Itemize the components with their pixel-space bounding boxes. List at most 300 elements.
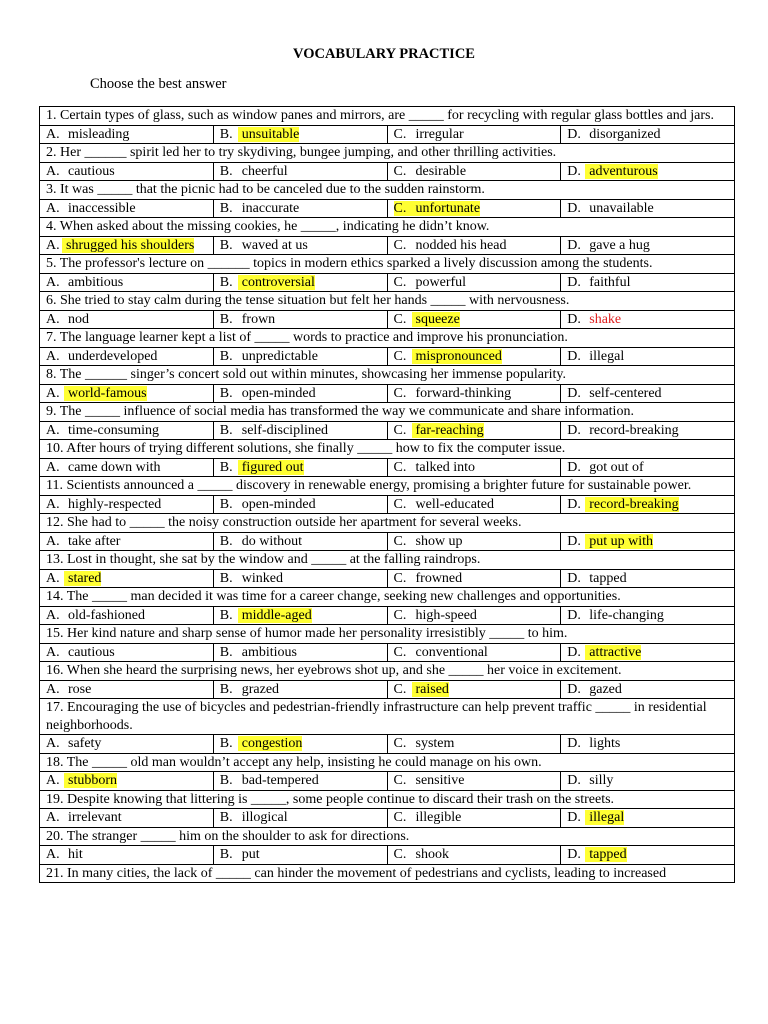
answer-option[interactable] (561, 273, 735, 292)
option-letter: A. (46, 773, 60, 788)
answer-option[interactable] (213, 458, 387, 477)
option-text: self-centered (589, 385, 662, 401)
option-letter: C. (393, 496, 407, 512)
option-letter: D. (567, 496, 581, 512)
option-text: time-consuming (68, 422, 159, 438)
option-letter: C. (393, 681, 407, 697)
option-text: old-fashioned (68, 607, 145, 623)
question-row (40, 366, 735, 385)
answer-highlight (64, 773, 117, 788)
option-letter: B. (219, 237, 233, 253)
selected-answer-text: stared (68, 570, 102, 586)
question-text: 16. When she heard the surprising news, her eyebrows shot up, and she _____ her voice in excitement. (40, 662, 735, 681)
answer-option[interactable] (40, 606, 214, 625)
answer-option[interactable] (213, 199, 387, 218)
option-letter: A. (46, 126, 60, 142)
option-letter: A. (46, 681, 60, 697)
question-text: 12. She had to _____ the noisy construction outside her apartment for several weeks. (40, 514, 735, 533)
answer-highlight (238, 608, 312, 623)
option-letter: A. (46, 847, 60, 862)
selected-answer-text: middle-aged (241, 607, 312, 623)
question-text: 18. The _____ old man wouldn’t accept any help, insisting he could manage on his own. (40, 753, 735, 772)
answer-option[interactable] (40, 273, 214, 292)
option-text: well-educated (415, 496, 495, 512)
answer-highlight (238, 127, 300, 142)
option-text: winked (241, 570, 283, 586)
option-letter: B. (219, 385, 233, 401)
option-letter: C. (393, 533, 407, 549)
answer-highlight (238, 460, 304, 475)
answer-option[interactable] (561, 809, 735, 828)
answer-option[interactable] (213, 846, 387, 865)
options-row (40, 384, 735, 403)
answer-option[interactable] (213, 384, 387, 403)
option-letter: B. (219, 570, 233, 586)
options-row (40, 809, 735, 828)
selected-answer-text: attractive (589, 644, 642, 660)
answer-option[interactable] (40, 421, 214, 440)
option-letter: B. (219, 533, 233, 549)
option-text: inaccurate (241, 200, 300, 216)
answer-option[interactable] (561, 680, 735, 699)
options-row (40, 643, 735, 662)
answer-highlight (238, 736, 303, 751)
option-letter: B. (219, 163, 233, 179)
option-letter: C. (393, 422, 407, 438)
option-letter: C. (393, 810, 407, 825)
answer-option[interactable] (561, 236, 735, 255)
answer-option[interactable] (40, 809, 214, 828)
answer-option[interactable] (213, 680, 387, 699)
question-text: 20. The stranger _____ him on the shoulder to ask for directions. (40, 827, 735, 846)
answer-option[interactable] (387, 458, 561, 477)
answer-option[interactable] (387, 772, 561, 791)
answer-option[interactable] (40, 310, 214, 329)
options-row (40, 347, 735, 366)
option-letter: D. (567, 385, 581, 401)
option-letter: D. (567, 773, 581, 788)
selected-answer-text: figured out (241, 459, 304, 475)
answer-option[interactable] (387, 680, 561, 699)
answer-option[interactable] (561, 735, 735, 754)
selected-answer-text: far-reaching (415, 422, 484, 438)
option-letter: B. (219, 126, 233, 142)
option-text: forward-thinking (415, 385, 512, 401)
answer-highlight (585, 645, 641, 660)
option-text: bad-tempered (241, 773, 319, 788)
answer-option[interactable] (561, 421, 735, 440)
option-text: cautious (68, 163, 115, 179)
options-row (40, 532, 735, 551)
option-letter: B. (219, 736, 233, 751)
answer-option[interactable] (387, 735, 561, 754)
answer-option[interactable] (561, 772, 735, 791)
option-letter: A. (46, 533, 60, 549)
answer-option[interactable] (213, 809, 387, 828)
question-text: 21. In many cities, the lack of _____ can hinder the movement of pedestrians and cyclists, leading to increased (40, 864, 735, 883)
option-letter: B. (219, 422, 233, 438)
option-letter: C. (393, 644, 407, 660)
question-text: 10. After hours of trying different solutions, she finally _____ how to fix the computer issue. (40, 440, 735, 459)
option-text: nod (68, 311, 89, 327)
option-text: ambitious (241, 644, 297, 660)
option-text: inaccessible (68, 200, 136, 216)
answer-highlight (64, 386, 147, 401)
option-letter: C. (393, 736, 407, 751)
answer-option[interactable] (561, 643, 735, 662)
answer-option[interactable] (387, 310, 561, 329)
question-row (40, 292, 735, 311)
question-row (40, 753, 735, 772)
option-text: self-disciplined (241, 422, 329, 438)
answer-option[interactable] (561, 495, 735, 514)
question-row (40, 181, 735, 200)
answer-option[interactable] (40, 162, 214, 181)
answer-highlight (585, 534, 653, 549)
option-text: grazed (241, 681, 280, 697)
answer-highlight (412, 349, 502, 364)
answer-option[interactable] (561, 162, 735, 181)
question-row (40, 514, 735, 533)
option-text: cautious (68, 644, 115, 660)
answer-option[interactable] (387, 273, 561, 292)
option-text: high-speed (415, 607, 477, 623)
options-row (40, 273, 735, 292)
answer-option[interactable] (387, 495, 561, 514)
option-letter: D. (567, 163, 581, 179)
options-row (40, 569, 735, 588)
answer-highlight (585, 847, 626, 862)
question-text: 2. Her ______ spirit led her to try skydiving, bungee jumping, and other thrilling activities. (40, 144, 735, 163)
answer-option[interactable] (561, 347, 735, 366)
answer-option[interactable] (40, 236, 214, 255)
questions-table (39, 106, 735, 883)
question-row (40, 588, 735, 607)
option-text: hit (68, 847, 83, 862)
answer-option[interactable] (40, 680, 214, 699)
option-letter: D. (567, 810, 581, 825)
options-row (40, 421, 735, 440)
option-text: tapped (589, 570, 627, 586)
option-text: rose (68, 681, 92, 697)
question-row (40, 699, 735, 735)
option-letter: C. (393, 847, 407, 862)
question-text: 1. Certain types of glass, such as window panes and mirrors, are _____ for recycling with regular glass bottles and jars. (40, 107, 735, 126)
option-letter: A. (46, 200, 60, 216)
answer-option[interactable] (40, 199, 214, 218)
option-letter: A. (46, 736, 60, 751)
answer-option[interactable] (387, 846, 561, 865)
option-letter: C. (393, 459, 407, 475)
option-letter: D. (567, 681, 581, 697)
answer-highlight (585, 497, 678, 512)
answer-option[interactable] (387, 384, 561, 403)
question-text: 3. It was _____ that the picnic had to be canceled due to the sudden rainstorm. (40, 181, 735, 200)
option-letter: A. (46, 385, 60, 401)
answer-option[interactable] (387, 162, 561, 181)
answer-option[interactable] (40, 772, 214, 791)
answer-option[interactable] (40, 532, 214, 551)
answer-option[interactable] (387, 125, 561, 144)
answer-option[interactable] (561, 458, 735, 477)
options-row (40, 846, 735, 865)
option-letter: C. (393, 311, 407, 327)
answer-option[interactable] (213, 236, 387, 255)
answer-option[interactable] (213, 735, 387, 754)
question-row (40, 329, 735, 348)
question-row (40, 477, 735, 496)
option-letter: B. (219, 644, 233, 660)
option-letter: D. (567, 459, 581, 475)
answer-highlight (64, 571, 101, 586)
question-row (40, 403, 735, 422)
option-text: talked into (415, 459, 475, 475)
question-row (40, 440, 735, 459)
option-text: open-minded (241, 385, 316, 401)
option-text: lights (589, 736, 621, 751)
question-text: 15. Her kind nature and sharp sense of humor made her personality irresistibly _____ to him. (40, 625, 735, 644)
answer-highlight (585, 164, 657, 179)
answer-option[interactable] (387, 199, 561, 218)
option-letter: D. (567, 533, 581, 549)
answer-option[interactable] (387, 421, 561, 440)
option-letter: D. (567, 644, 581, 660)
answer-option[interactable] (561, 125, 735, 144)
question-text: 9. The _____ influence of social media has transformed the way we communicate and share information. (40, 403, 735, 422)
option-letter: B. (219, 773, 233, 788)
option-letter: A. (46, 163, 60, 179)
option-text: faithful (589, 274, 631, 290)
option-text: open-minded (241, 496, 316, 512)
option-text: desirable (415, 163, 467, 179)
option-letter: C. (393, 163, 407, 179)
option-letter: C. (393, 570, 407, 586)
selected-answer-text: world-famous (68, 385, 147, 401)
option-letter: A. (46, 237, 60, 253)
option-letter: C. (393, 348, 407, 364)
answer-option[interactable] (213, 643, 387, 662)
question-text: 13. Lost in thought, she sat by the window and _____ at the falling raindrops. (40, 551, 735, 570)
options-row (40, 772, 735, 791)
answer-highlight (238, 275, 315, 290)
question-row (40, 790, 735, 809)
answer-option[interactable] (387, 809, 561, 828)
answer-option[interactable] (561, 606, 735, 625)
option-letter: D. (567, 570, 581, 586)
answer-option[interactable] (213, 772, 387, 791)
answer-option[interactable] (561, 199, 735, 218)
option-text: gazed (589, 681, 622, 697)
option-text: conventional (415, 644, 488, 660)
option-letter: C. (393, 274, 407, 290)
answer-option[interactable] (213, 310, 387, 329)
option-text: system (415, 736, 455, 751)
option-text: illogical (241, 810, 288, 825)
answer-highlight (412, 682, 449, 697)
answer-option[interactable] (561, 569, 735, 588)
option-text: powerful (415, 274, 467, 290)
option-letter: A. (46, 644, 60, 660)
option-text: cheerful (241, 163, 288, 179)
question-text: 6. She tried to stay calm during the tense situation but felt her hands _____ with nervousness. (40, 292, 735, 311)
option-text: life-changing (589, 607, 664, 623)
option-letter: C. (393, 607, 407, 623)
answer-option[interactable] (40, 495, 214, 514)
option-text: came down with (68, 459, 161, 475)
option-text: shake (589, 311, 622, 327)
option-text: underdeveloped (68, 348, 158, 364)
option-text: highly-respected (68, 496, 162, 512)
answer-option[interactable] (213, 495, 387, 514)
options-row (40, 162, 735, 181)
option-text: waved at us (241, 237, 308, 253)
option-letter: C. (393, 773, 407, 788)
option-letter: A. (46, 311, 60, 327)
instruction-text: Choose the best answer (90, 76, 227, 92)
answer-option[interactable] (213, 606, 387, 625)
answer-option[interactable] (40, 125, 214, 144)
option-text: got out of (589, 459, 644, 475)
question-row (40, 864, 735, 883)
answer-highlight (412, 423, 484, 438)
selected-answer-text: record-breaking (589, 496, 679, 512)
selected-answer-text: stubborn (68, 773, 117, 788)
selected-answer-text: controversial (241, 274, 315, 290)
options-row (40, 458, 735, 477)
answer-highlight (62, 238, 194, 253)
option-letter: D. (567, 348, 581, 364)
answer-option[interactable] (213, 347, 387, 366)
question-text: 11. Scientists announced a _____ discovery in renewable energy, promising a brighter future for sustainable power. (40, 477, 735, 496)
answer-option[interactable] (213, 421, 387, 440)
selected-answer-text: illegal (589, 810, 625, 825)
page-title: VOCABULARY PRACTICE (293, 46, 475, 62)
selected-answer-text: adventurous (589, 163, 658, 179)
option-letter: B. (219, 681, 233, 697)
option-letter: C. (393, 200, 407, 216)
question-row (40, 625, 735, 644)
answer-highlight (394, 201, 481, 216)
option-text: take after (68, 533, 121, 549)
answer-option[interactable] (40, 458, 214, 477)
option-letter: D. (567, 237, 581, 253)
options-row (40, 495, 735, 514)
answer-option[interactable] (40, 347, 214, 366)
option-text: illegal (589, 348, 625, 364)
answer-option[interactable] (561, 384, 735, 403)
option-text: shook (415, 847, 449, 862)
option-letter: D. (567, 274, 581, 290)
option-text: frown (241, 311, 276, 327)
option-text: ambitious (68, 274, 124, 290)
question-row (40, 255, 735, 274)
answer-option[interactable] (40, 846, 214, 865)
selected-answer-text: squeeze (415, 311, 460, 327)
answer-option[interactable] (561, 532, 735, 551)
option-letter: C. (393, 237, 407, 253)
option-text: do without (241, 533, 303, 549)
question-row (40, 107, 735, 126)
option-text: frowned (415, 570, 463, 586)
option-text: irrelevant (68, 810, 122, 825)
answer-option[interactable] (387, 643, 561, 662)
answer-option[interactable] (387, 236, 561, 255)
option-text: show up (415, 533, 463, 549)
question-text: 19. Despite knowing that littering is _____, some people continue to discard their trash on the streets. (40, 790, 735, 809)
option-letter: D. (567, 422, 581, 438)
option-letter: A. (46, 570, 60, 586)
answer-option[interactable] (213, 569, 387, 588)
answer-option[interactable] (213, 273, 387, 292)
selected-answer-text: raised (415, 681, 449, 697)
selected-answer-text: tapped (589, 847, 627, 862)
answer-option[interactable] (387, 532, 561, 551)
option-letter: A. (46, 810, 60, 825)
option-text: record-breaking (589, 422, 679, 438)
option-letter: D. (567, 311, 581, 327)
answer-option[interactable] (387, 569, 561, 588)
option-letter: A. (46, 348, 60, 364)
answer-option[interactable] (213, 125, 387, 144)
option-text: irregular (415, 126, 464, 142)
answer-option[interactable] (40, 569, 214, 588)
selected-answer-text: congestion (241, 736, 303, 751)
answer-option[interactable] (40, 384, 214, 403)
option-letter: B. (219, 348, 233, 364)
question-row (40, 218, 735, 237)
selected-answer-text: unfortunate (415, 200, 481, 216)
option-letter: A. (46, 496, 60, 512)
question-row (40, 662, 735, 681)
options-row (40, 199, 735, 218)
answer-option[interactable] (40, 643, 214, 662)
answer-option[interactable] (213, 162, 387, 181)
question-row (40, 144, 735, 163)
option-text: gave a hug (589, 237, 650, 253)
selected-answer-text: mispronounced (415, 348, 502, 364)
answer-option[interactable] (387, 347, 561, 366)
option-letter: D. (567, 607, 581, 623)
answer-option[interactable] (213, 532, 387, 551)
answer-option[interactable] (40, 735, 214, 754)
option-text: unpredictable (241, 348, 318, 364)
question-text: 7. The language learner kept a list of _____ words to practice and improve his pronunciation. (40, 329, 735, 348)
option-letter: C. (393, 385, 407, 401)
option-text: put (241, 847, 260, 862)
option-letter: A. (46, 274, 60, 290)
option-text: silly (589, 773, 614, 788)
options-row (40, 310, 735, 329)
option-text: safety (68, 736, 102, 751)
option-text: disorganized (589, 126, 661, 142)
option-text: illegible (415, 810, 462, 825)
option-letter: B. (219, 810, 233, 825)
answer-option[interactable] (387, 606, 561, 625)
option-letter: D. (567, 126, 581, 142)
question-row (40, 827, 735, 846)
question-row (40, 551, 735, 570)
question-text: 14. The _____ man decided it was time for a career change, seeking new challenges and opportunities. (40, 588, 735, 607)
answer-highlight (585, 810, 624, 825)
selected-answer-text: unsuitable (241, 126, 300, 142)
option-letter: A. (46, 422, 60, 438)
answer-option[interactable] (561, 846, 735, 865)
option-letter: B. (219, 311, 233, 327)
answer-option[interactable] (561, 310, 735, 329)
options-row (40, 606, 735, 625)
question-text: 8. The ______ singer’s concert sold out within minutes, showcasing her immense popularity. (40, 366, 735, 385)
option-letter: D. (567, 847, 581, 862)
